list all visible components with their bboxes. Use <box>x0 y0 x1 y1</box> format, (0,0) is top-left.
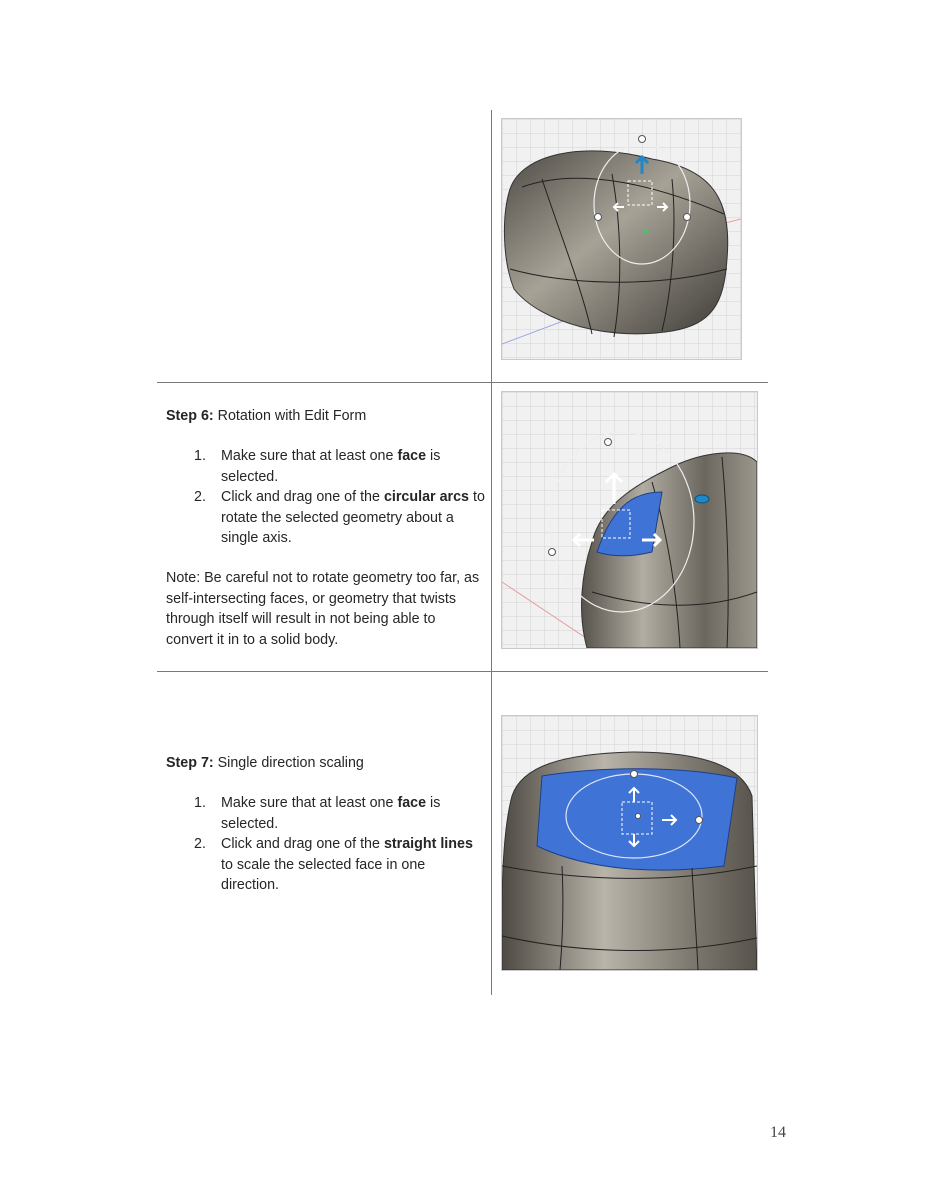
figure-single-direction-scaling <box>501 715 758 971</box>
step-6-title: Rotation with Edit Form <box>213 408 367 424</box>
step-6-list <box>166 446 486 548</box>
figure-rotation <box>501 391 758 649</box>
page-number: 14 <box>770 1124 786 1141</box>
step-6-section <box>166 406 486 664</box>
list-item: 1. Make sure that at least one face is selected. <box>194 795 441 832</box>
step-7-list <box>166 793 486 895</box>
list-item: 1. Make sure that at least one face is selected. <box>194 448 441 485</box>
step-7-label: Step 7: <box>166 755 214 771</box>
step-7-section <box>166 753 486 895</box>
list-item: 2. Click and drag one of the circular arcs to rotate the selected geometry about a single axis. <box>194 489 485 547</box>
step-7-title: Single direction scaling <box>213 755 364 771</box>
figure-edit-form-move <box>501 118 742 360</box>
list-item: 2. Click and drag one of the straight lines to scale the selected face in one direction. <box>194 836 473 894</box>
table-vertical-rule <box>491 110 492 995</box>
step-6-note: Note: Be careful not to rotate geometry too far, as self-intersecting faces, or geometry that twists through itself will result in not being able to convert it in to a solid body. <box>166 570 480 648</box>
table-row-divider-1 <box>157 382 768 383</box>
step-7-heading <box>166 753 486 773</box>
table-row-divider-2 <box>157 671 768 672</box>
step-6-label: Step 6: <box>166 408 214 424</box>
step-6-heading <box>166 406 486 426</box>
